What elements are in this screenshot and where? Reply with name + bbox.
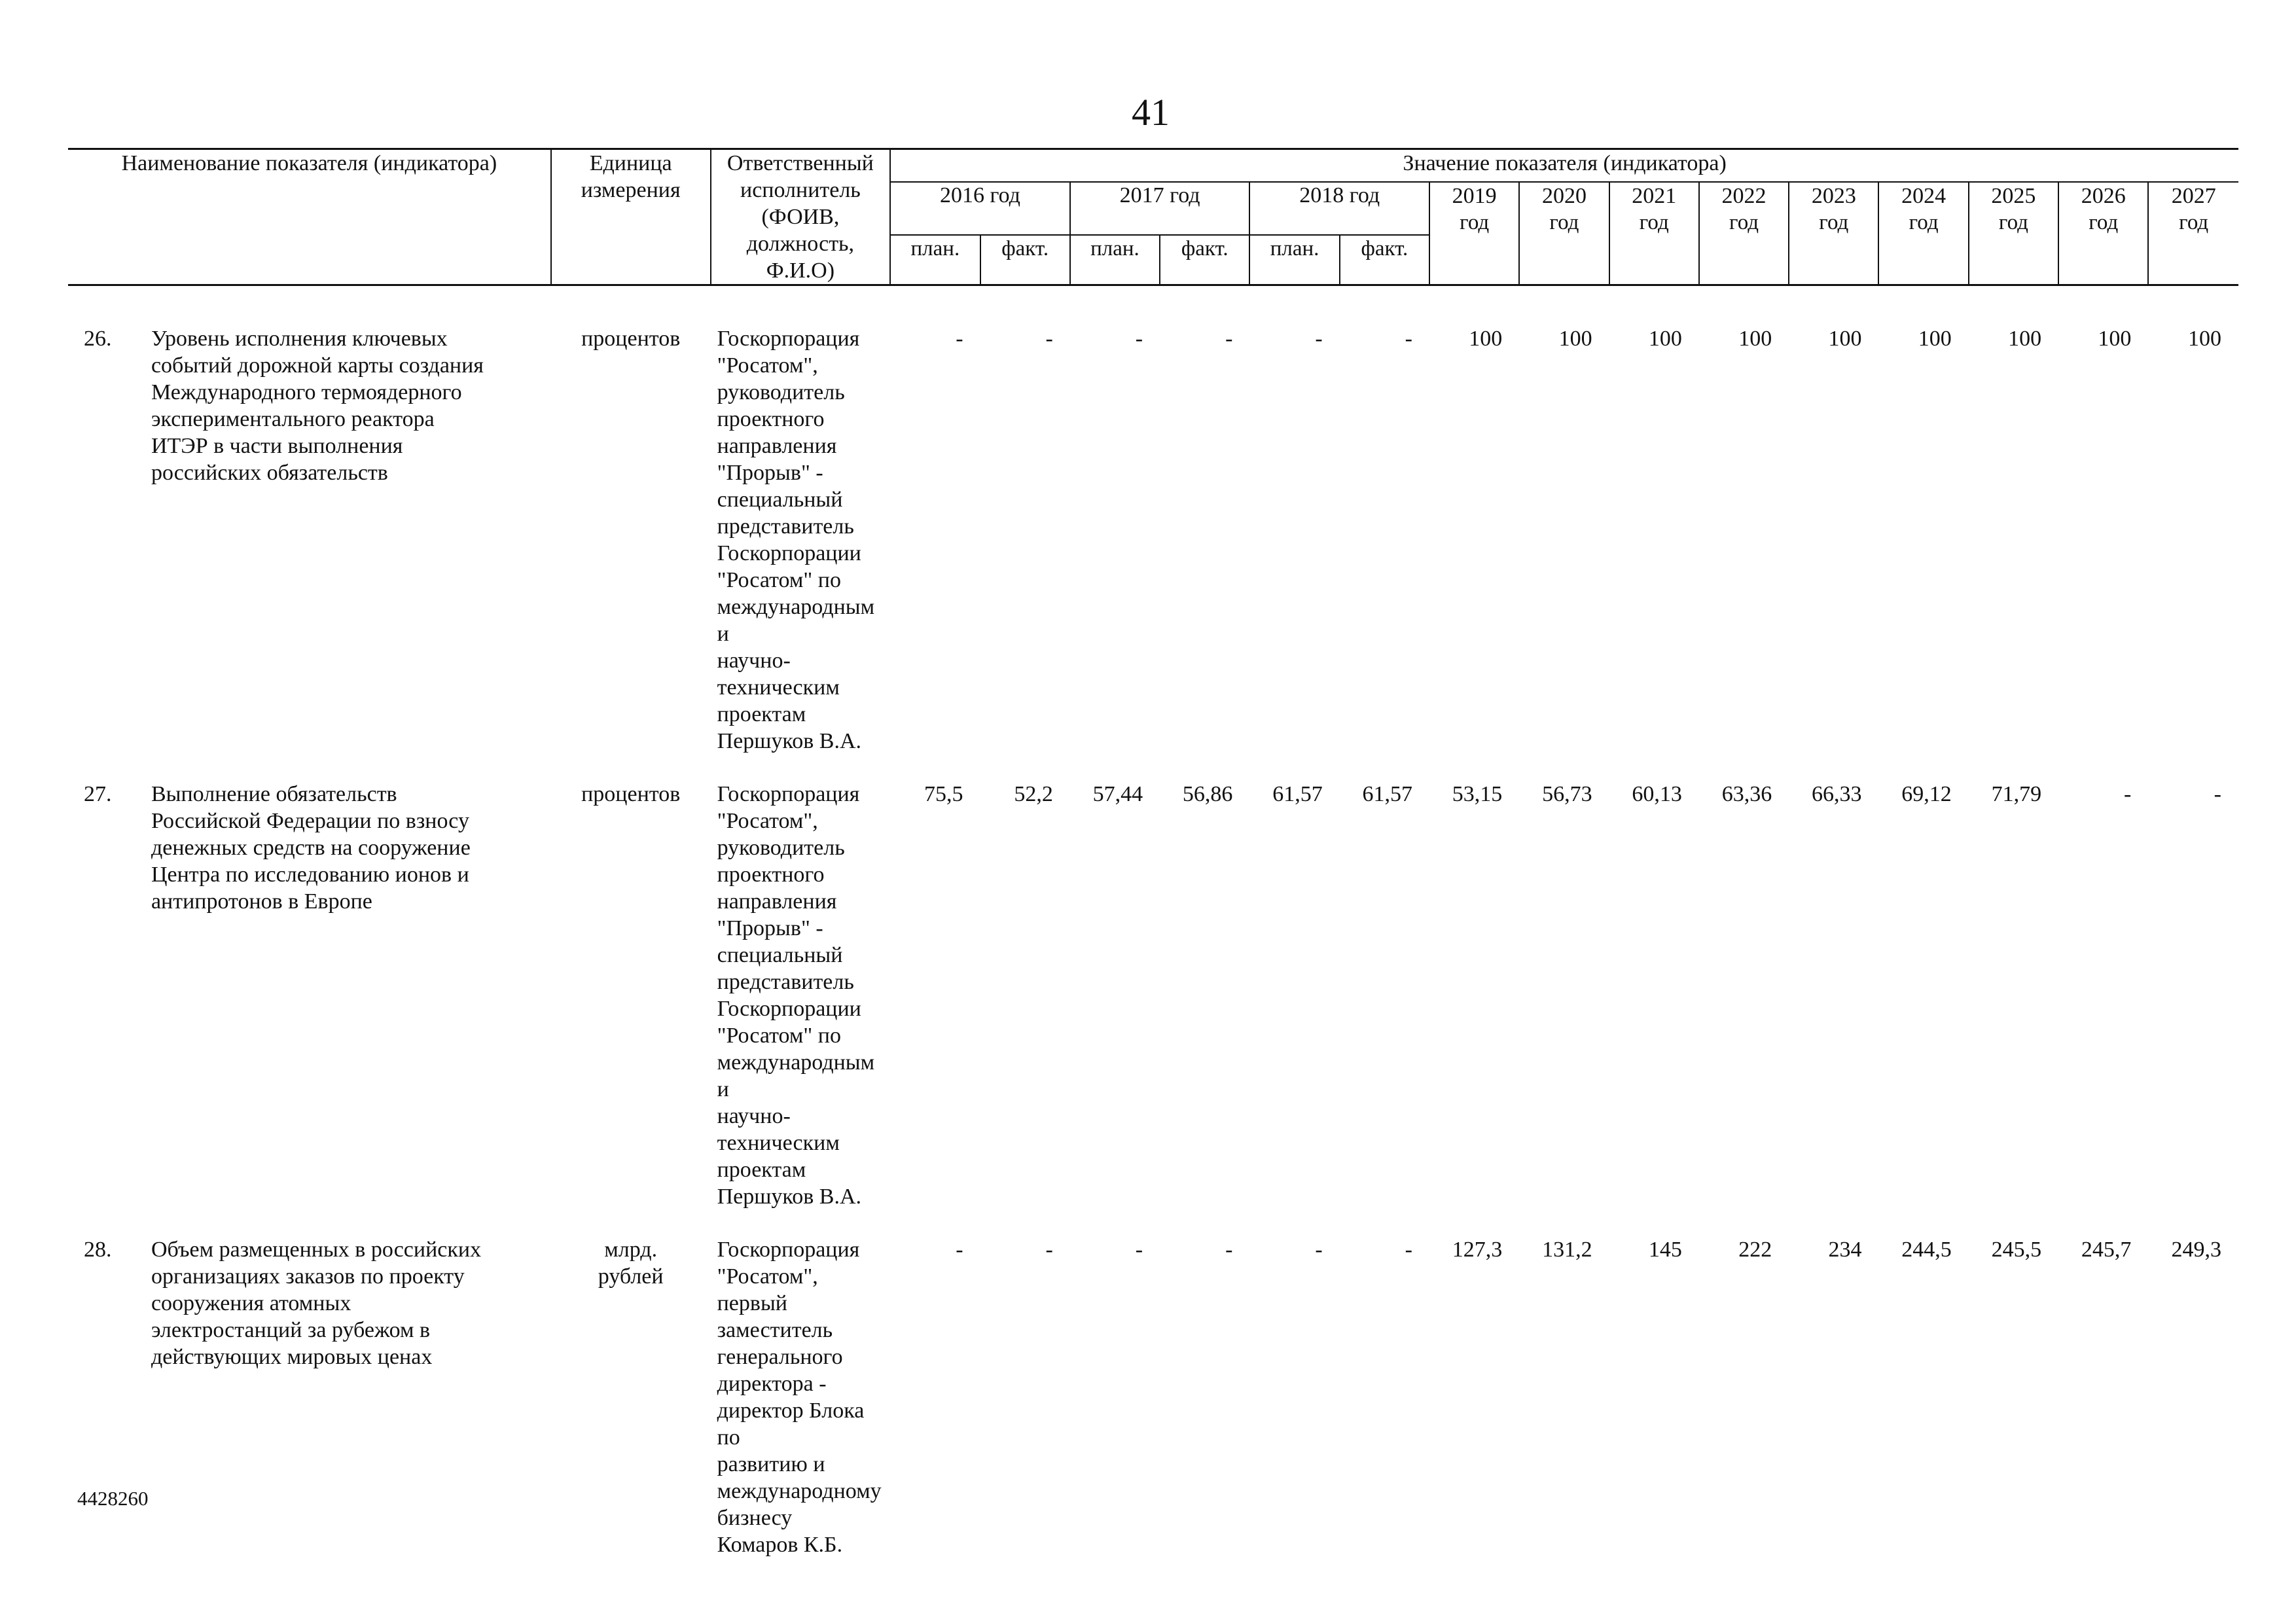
value-cell: 56,73 [1542,782,1592,806]
gap-row [68,1210,2238,1236]
name-line: антипротонов в Европе [151,889,372,914]
header-responsible-line: Ответственный [726,151,874,175]
indicator-name [149,781,551,1210]
document-code: 4428260 [77,1487,149,1510]
responsible-line: проектного [717,863,825,887]
header-year-split: 2016 год [890,182,1070,235]
header-year-number: 2019 [1452,184,1497,208]
responsible-line: Госкорпорации [717,997,861,1021]
name-line: Выполнение обязательств [151,782,397,806]
value-cell: 100 [1738,327,1772,351]
name-line: ИТЭР в части выполнения [151,434,403,458]
header-responsible-line: (ФОИВ, [761,205,840,229]
responsible-line: Госкорпорация [717,1238,860,1262]
responsible-line: международным и [717,1050,875,1101]
unit-line: рублей [598,1264,664,1289]
header-year-single [1519,182,1609,285]
value-cell: - [2124,782,2132,806]
value-cell: 69,12 [1901,782,1952,806]
value-cell: - [1135,1238,1143,1262]
responsible-line: специальный [717,943,843,967]
responsible-line: "Прорыв" - [717,916,823,940]
value-cell: 249,3 [2171,1238,2221,1262]
responsible-line: Госкорпорация [717,782,860,806]
header-year-word: год [1549,211,1579,234]
header-fact: факт. [1160,235,1249,285]
value-cell: - [1225,1238,1233,1262]
header-year-single [1789,182,1878,285]
responsible-line: научно- [717,1104,791,1128]
value-cell: - [956,1238,963,1262]
name-line: российских обязательств [151,461,388,485]
value-cell: 66,33 [1811,782,1862,806]
unit-line: млрд. [604,1238,658,1262]
header-unit-line: Единица [589,151,672,175]
value-cell: - [956,327,963,351]
value-cell: 100 [1828,327,1862,351]
header-year-single [2058,182,2148,285]
responsible-line: заместитель [717,1318,833,1342]
spacer-cell [68,285,2238,326]
value-cell: 100 [1558,327,1592,351]
responsible-line: директор Блока по [717,1399,865,1450]
responsible-cell [711,325,891,755]
unit-cell [551,1236,711,1558]
value-cell: - [2214,782,2221,806]
name-line: сооружения атомных [151,1291,351,1315]
table-row [68,1236,2238,1558]
table-row [68,325,2238,755]
header-year-split: 2017 год [1070,182,1250,235]
header-responsible-col [711,149,891,285]
gap-cell [68,1210,2238,1236]
value-cell: 60,13 [1632,782,1682,806]
header-year-word: год [1729,211,1759,234]
value-cell: 100 [2188,327,2221,351]
table-body [68,285,2238,1559]
value-cell: - [1225,327,1233,351]
responsible-line: представитель [717,514,854,539]
spacer-row [68,285,2238,326]
header-plan: план. [1249,235,1339,285]
responsible-line: проектного [717,407,825,431]
value-cell: 52,2 [1014,782,1053,806]
table-row [68,781,2238,1210]
name-line: Международного термоядерного [151,380,462,404]
header-year-number: 2021 [1632,184,1677,208]
header-year-word: год [2179,211,2209,234]
responsible-line: Першуков В.А. [717,1185,862,1209]
value-cell: 100 [1648,327,1682,351]
responsible-line: "Росатом", [717,809,818,833]
header-year-word: год [1639,211,1669,234]
responsible-cell [711,1236,891,1558]
responsible-line: проектам [717,1158,806,1182]
gap-row [68,755,2238,781]
gap-cell [68,755,2238,781]
header-year-number: 2026 [2081,184,2126,208]
value-cell: - [1315,1238,1323,1262]
responsible-line: "Росатом" по [717,1024,841,1048]
header-year-single [1699,182,1789,285]
header-responsible-line: исполнитель [740,178,861,202]
unit-cell [551,325,711,755]
header-plan: план. [890,235,980,285]
value-cell: 234 [1828,1238,1862,1262]
header-year-single [1609,182,1699,285]
responsible-line: Комаров К.Б. [717,1533,843,1557]
value-cell: 75,5 [924,782,963,806]
table-header [68,149,2238,285]
header-year-number: 2027 [2171,184,2216,208]
responsible-line: Госкорпорация [717,327,860,351]
name-line: Уровень исполнения ключевых [151,327,448,351]
responsible-line: представитель [717,970,854,994]
responsible-line: направления [717,889,837,914]
responsible-line: техническим [717,1131,840,1155]
value-cell: 100 [1469,327,1503,351]
header-year-number: 2025 [1991,184,2036,208]
header-name-col: Наименование показателя (индикатора) [68,149,551,285]
value-cell: - [1405,1238,1412,1262]
unit-line: процентов [581,782,681,806]
header-year-word: год [1819,211,1849,234]
header-plan: план. [1070,235,1160,285]
responsible-line: международным и [717,595,875,646]
indicator-name [149,325,551,755]
responsible-line: "Росатом", первый [717,1264,818,1315]
header-year-word: год [1998,211,2028,234]
header-year-word: год [2089,211,2119,234]
header-value-group: Значение показателя (индикатора) [890,149,2238,183]
responsible-line: техническим [717,675,840,700]
value-cell: 131,2 [1542,1238,1592,1262]
responsible-line: проектам [717,702,806,726]
indicator-name [149,1236,551,1558]
header-year-number: 2023 [1811,184,1856,208]
responsible-line: "Прорыв" - [717,461,823,485]
responsible-line: руководитель [717,380,845,404]
value-cell: - [1045,1238,1053,1262]
row-number: 28. [84,1238,112,1262]
header-fact: факт. [980,235,1070,285]
value-cell: - [1045,327,1053,351]
unit-cell [551,781,711,1210]
header-year-word: год [1909,211,1939,234]
responsible-line: "Росатом", [717,353,818,378]
header-year-single [1878,182,1968,285]
indicator-table [68,148,2238,1558]
value-cell: 100 [2008,327,2042,351]
responsible-line: директора - [717,1372,827,1396]
name-line: Объем размещенных в российских [151,1238,482,1262]
name-line: организациях заказов по проекту [151,1264,465,1289]
responsible-line: Першуков В.А. [717,729,862,753]
page-number: 41 [1132,91,1170,134]
name-line: действующих мировых ценах [151,1345,433,1369]
value-cell: 127,3 [1452,1238,1503,1262]
value-cell: 222 [1738,1238,1772,1262]
name-line: электростанций за рубежом в [151,1318,431,1342]
responsible-line: специальный [717,488,843,512]
name-line: денежных средств на сооружение [151,836,471,860]
header-year-single [1429,182,1519,285]
responsible-line: научно- [717,649,791,673]
responsible-line: бизнесу [717,1506,793,1530]
value-cell: 245,5 [1991,1238,2042,1262]
header-year-single [2148,182,2238,285]
responsible-line: международному [717,1479,882,1503]
responsible-line: генерального [717,1345,843,1369]
responsible-line: Госкорпорации [717,541,861,565]
row-number: 26. [84,327,112,351]
value-cell: 71,79 [1991,782,2042,806]
unit-line: процентов [581,327,681,351]
value-cell: 53,15 [1452,782,1503,806]
name-line: Российской Федерации по взносу [151,809,469,833]
row-number: 27. [84,782,112,806]
header-fact: факт. [1340,235,1429,285]
name-line: экспериментального реактора [151,407,435,431]
value-cell: 61,57 [1362,782,1412,806]
header-year-number: 2022 [1721,184,1767,208]
value-cell: 57,44 [1092,782,1143,806]
value-cell: 245,7 [2081,1238,2132,1262]
header-year-split: 2018 год [1249,182,1429,235]
value-cell: 244,5 [1901,1238,1952,1262]
value-cell: 63,36 [1721,782,1772,806]
header-year-word: год [1460,211,1490,234]
header-year-number: 2024 [1901,184,1946,208]
value-cell: 145 [1648,1238,1682,1262]
header-unit-col [551,149,711,285]
value-cell: - [1315,327,1323,351]
responsible-line: руководитель [717,836,845,860]
value-cell: 100 [1918,327,1952,351]
responsible-line: направления [717,434,837,458]
header-responsible-line: должность, Ф.И.О) [746,232,855,283]
responsible-line: "Росатом" по [717,568,841,592]
header-year-number: 2020 [1541,184,1587,208]
header-unit-line: измерения [581,178,681,202]
value-cell: 100 [2098,327,2132,351]
value-cell: 61,57 [1272,782,1323,806]
value-cell: 56,86 [1182,782,1233,806]
name-line: Центра по исследованию ионов и [151,863,469,887]
value-cell: - [1135,327,1143,351]
value-cell: - [1405,327,1412,351]
responsible-cell [711,781,891,1210]
header-year-single [1969,182,2058,285]
name-line: событий дорожной карты создания [151,353,484,378]
responsible-line: развитию и [717,1452,825,1476]
